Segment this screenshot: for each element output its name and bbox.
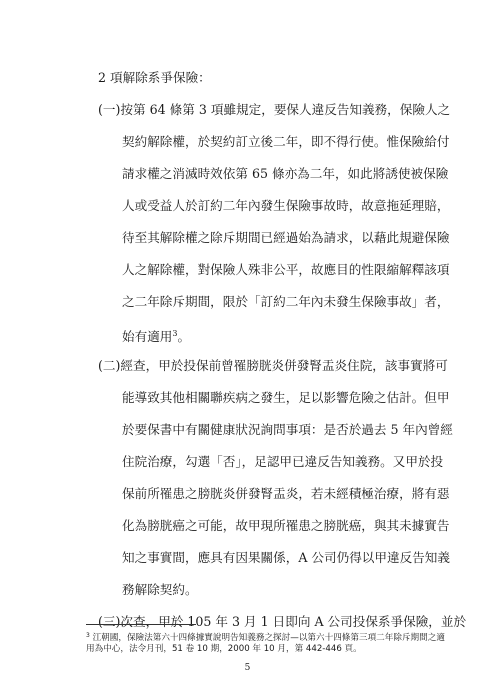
footnote-line <box>86 630 445 644</box>
paragraph-line: (三)次查，甲於 105 年 3 月 1 日即向 A 公司投保系爭保險，並於 <box>98 614 467 629</box>
paragraph-line: 待至其解除權之除斥期間已經過始為請求，以藉此規避保險 <box>122 230 450 245</box>
paragraph-line: (一)按第 64 條第 3 項雖規定，要保人違反告知義務，保險人之 <box>98 102 451 117</box>
paragraph-line: 化為膀胱癌之可能，故甲現所罹患之膀胱癌，與其未據實告 <box>122 518 450 533</box>
paragraph-line: 請求權之消滅時效依第 65 條亦為二年，如此將誘使被保險 <box>122 166 449 181</box>
paragraph-line: 能導致其他相關聯疾病之發生，足以影響危險之估計。但甲 <box>122 390 450 405</box>
footnote-line: 用為中心，法令月刊，51 卷 10 期，2000 年 10 月，第 442-446 頁。 <box>86 644 362 654</box>
footnote-reference[interactable]: 3 <box>172 329 178 338</box>
paragraph-line: 人之解除權，對保險人殊非公平，故應目的性限縮解釋該項 <box>122 262 450 277</box>
paragraph-line: 住院治療，勾選「否」，足認甲已違反告知義務。又甲於投 <box>122 454 444 469</box>
paragraph-line: 契約解除權，於契約訂立後二年，即不得行使。惟保險給付 <box>122 134 450 149</box>
footnote-marker: 3 <box>86 632 90 639</box>
paragraph-line: 務解除契約。 <box>122 582 198 597</box>
paragraph-line: (二)經查，甲於投保前曾罹膀胱炎併發腎盂炎住院，該事實將可 <box>98 358 448 373</box>
paragraph-line: 保前所罹患之膀胱炎併發腎盂炎，若未經積極治療，將有惡 <box>122 486 450 501</box>
footnote-divider <box>86 624 196 625</box>
footnote-text: 江朝國，保險法第六十四條據實說明告知義務之探討—以第六十四條第三項二年除斥期間之適 <box>92 633 445 643</box>
paragraph-text: 。 <box>177 329 191 344</box>
paragraph-line: 之二年除斥期間，限於「訂約二年內未發生保險事故」者， <box>122 294 450 309</box>
paragraph-line: 於要保書中有關健康狀況詢問事項：是否於過去 5 年內曾經 <box>122 422 453 437</box>
page-number: 5 <box>244 663 251 673</box>
paragraph-line: 知之事實間，應具有因果關係，A 公司仍得以甲違反告知義 <box>122 550 450 565</box>
section-heading: 2 項解除系爭保險： <box>98 70 211 85</box>
paragraph-line-with-footnote <box>122 326 190 345</box>
paragraph-text: 始有適用 <box>122 329 173 344</box>
paragraph-line: 人或受益人於訂約二年內發生保險事故時，故意拖延理賠， <box>122 198 450 213</box>
